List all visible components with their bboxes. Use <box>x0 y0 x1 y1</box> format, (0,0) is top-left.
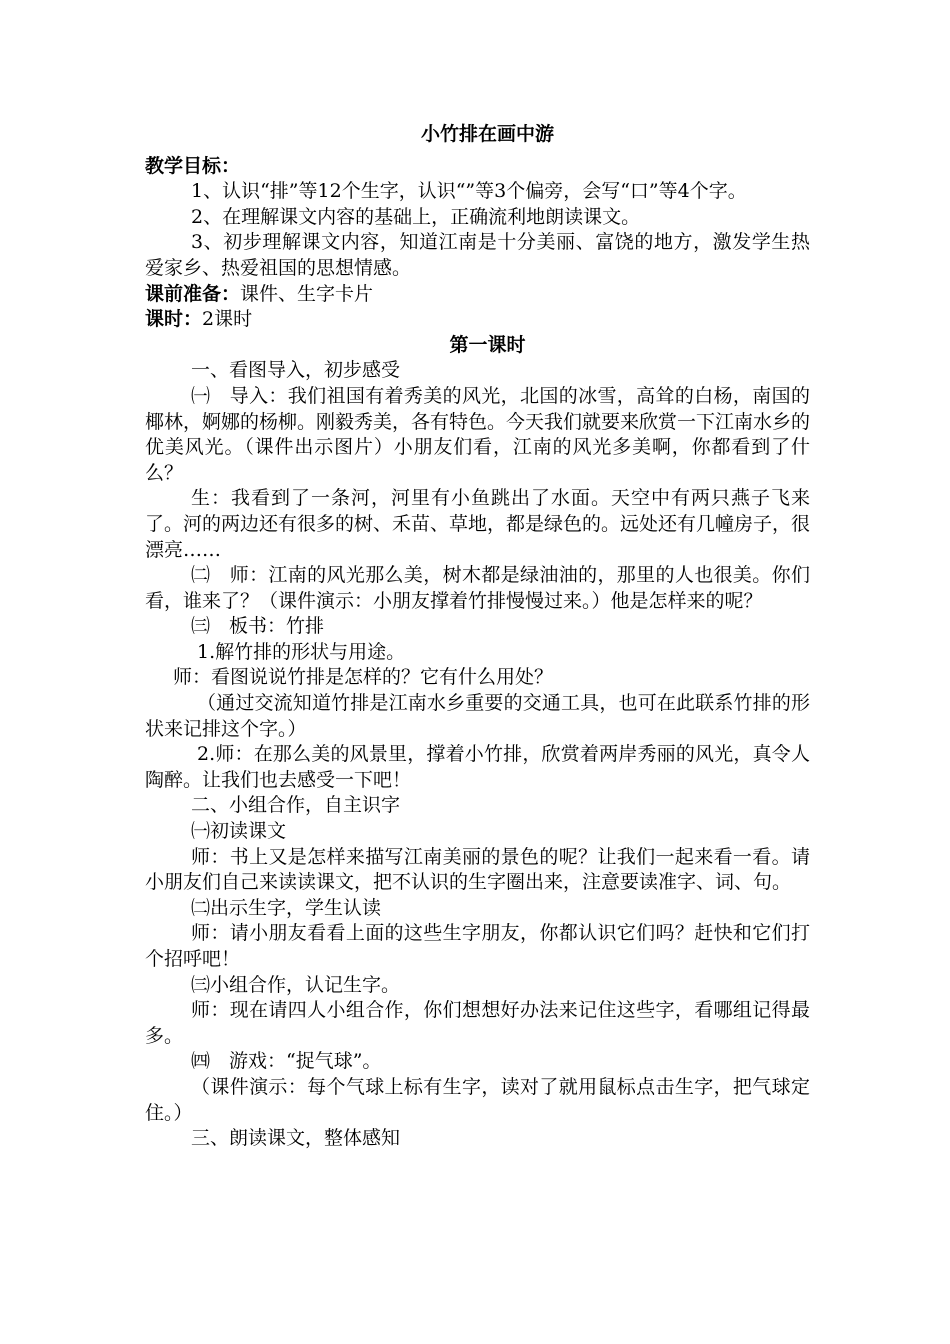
prep-value: 课件、生字卡片 <box>240 282 374 305</box>
body-paragraph: （通过交流知道竹排是江南水乡重要的交通工具，也可在此联系竹排的形状来记排这个字。） <box>145 692 810 740</box>
body-paragraph: 师：看图说说竹排是怎样的？它有什么用处？ <box>173 666 554 689</box>
lesson-title: 第一课时 <box>449 333 526 356</box>
body-paragraph: 1.解竹排的形状与用途。 <box>197 640 406 663</box>
body-paragraph: 生：我看到了一条河，河里有小鱼跳出了水面。天空中有两只燕子飞来了。河的两边还有很多的树、禾苗、草地，都是绿色的。远处还有几幢房子，很漂亮…… <box>145 487 811 561</box>
body-paragraph: （课件演示：每个气球上标有生字，读对了就用鼠标点击生字，把气球定住。） <box>145 1075 810 1124</box>
body-paragraph: 二、小组合作，自主识字 <box>191 794 401 817</box>
objective-3: 3、初步理解课文内容，知道江南是十分美丽、富饶的地方，激发学生热爱家乡、热爱祖国的思想情感。 <box>145 231 810 279</box>
body-paragraph: 一、看图导入，初步感受 <box>191 359 401 382</box>
body-paragraph: 三、朗读课文，整体感知 <box>191 1127 401 1150</box>
objective-1: 1、认识“排”等12个生字，认识“”等3个偏旁，会写“口”等4个字。 <box>191 180 747 203</box>
hours-line <box>145 307 810 333</box>
document-page <box>145 122 810 1152</box>
body-paragraph: ㈢ 板书：竹排 <box>191 615 325 638</box>
objective-2: 2、在理解课文内容的基础上，正确流利地朗读课文。 <box>191 205 641 228</box>
objectives-heading <box>145 154 810 180</box>
hours-label: 课时： <box>145 308 203 331</box>
body-paragraph: ㈡ 师：江南的风光那么美，树木都是绿油油的，那里的人也很美。你们看，谁来了？（课件演示：小朋友撑着竹排慢慢过来。）他是怎样来的呢？ <box>145 564 810 612</box>
body-paragraph: ㈢小组合作，认记生字。 <box>191 973 401 996</box>
document-title: 小竹排在画中游 <box>420 123 554 145</box>
body-paragraph: 师：请小朋友看看上面的这些生字朋友，你都认识它们吗？赶快和它们打个招呼吧！ <box>145 922 810 970</box>
body-paragraph: 师：书上又是怎样来描写江南美丽的景色的呢？让我们一起来看一看。请小朋友们自己来读读课文，把不认识的生字圈出来，注意要读准字、词、句。 <box>145 845 810 894</box>
body-paragraph: 师：现在请四人小组合作，你们想想好办法来记住这些字，看哪组记得最多。 <box>145 999 810 1047</box>
objectives-label: 教学目标： <box>145 154 241 177</box>
hours-value: 2课时 <box>202 308 253 331</box>
body-paragraph: ㈣ 游戏：“捉气球”。 <box>191 1050 382 1073</box>
body-paragraph: 2.师：在那么美的风景里，撑着小竹排，欣赏着两岸秀丽的风光，真令人陶醉。让我们也去感受一下吧！ <box>145 743 810 791</box>
body-paragraph: ㈠初读课文 <box>191 820 287 843</box>
prep-line <box>145 282 810 308</box>
prep-label: 课前准备： <box>145 282 241 305</box>
body-paragraph: ㈡出示生字，学生认读 <box>191 896 382 919</box>
body-paragraph: ㈠ 导入：我们祖国有着秀美的风光，北国的冰雪，高耸的白杨，南国的椰林，婀娜的杨柳。刚毅秀美，各有特色。今天我们就要来欣赏一下江南水乡的优美风光。（课件出示图片）小朋友们看，江南的风光多美啊，你都看到了什么？ <box>145 384 811 484</box>
